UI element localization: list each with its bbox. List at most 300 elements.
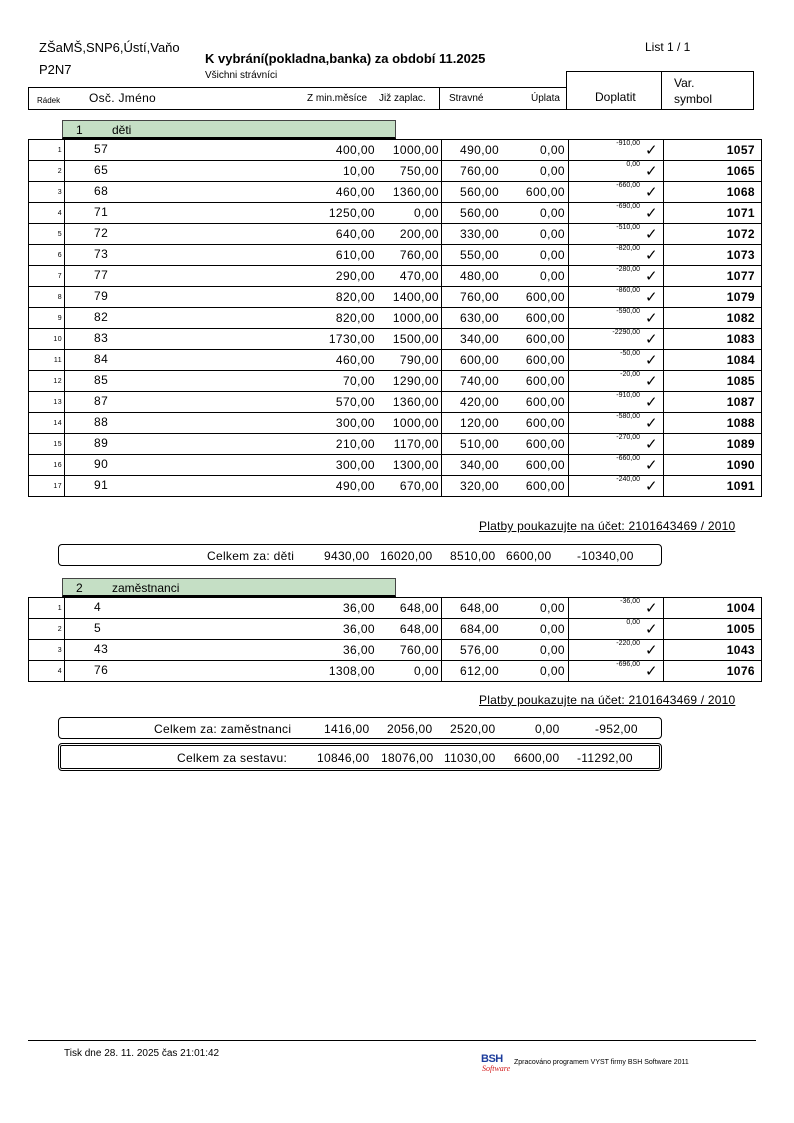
name-cell xyxy=(65,476,442,497)
var-symbol-value: 1071 xyxy=(664,203,762,224)
check-icon: ✓ xyxy=(645,268,658,285)
uplata-value: 0,00 xyxy=(540,206,565,220)
var-symbol-value: 1083 xyxy=(664,329,762,350)
check-icon: ✓ xyxy=(645,621,658,638)
stravne-uplata-cell xyxy=(442,413,569,434)
check-icon: ✓ xyxy=(645,226,658,243)
total-uplata: 6600,00 xyxy=(506,549,552,563)
account-note: Platby poukazujte na účet: 2101643469 / 2010 xyxy=(479,519,736,533)
doplatit-cell xyxy=(569,266,664,287)
var-symbol-value: 1091 xyxy=(664,476,762,497)
column-var-symbol-label-1: Var. xyxy=(674,76,695,90)
stravne-value: 648,00 xyxy=(460,601,500,615)
column-var-symbol xyxy=(661,71,754,110)
stravne-uplata-cell xyxy=(442,434,569,455)
jiz-zaplac-value: 1500,00 xyxy=(392,332,439,346)
z-min-mesice-value: 1730,00 xyxy=(328,332,375,346)
name-cell xyxy=(65,350,442,371)
column-jiz-zaplac: Již zaplac. xyxy=(379,93,426,104)
table-row xyxy=(29,224,762,245)
var-symbol-value: 1057 xyxy=(664,140,762,161)
osc-number: 5 xyxy=(94,621,102,635)
uplata-value: 0,00 xyxy=(540,643,565,657)
processed-by-note: Zpracováno programem VYST firmy BSH Software 2011 xyxy=(514,1059,689,1066)
z-min-mesice-value: 36,00 xyxy=(342,622,375,636)
z-min-mesice-value: 820,00 xyxy=(335,290,375,304)
var-symbol-value: 1087 xyxy=(664,392,762,413)
uplata-value: 0,00 xyxy=(540,227,565,241)
z-min-mesice-value: 460,00 xyxy=(335,353,375,367)
check-icon: ✓ xyxy=(645,600,658,617)
doplatit-value: 0,00 xyxy=(626,161,640,168)
name-cell xyxy=(65,245,442,266)
row-number: 17 xyxy=(29,476,65,497)
grand-total-doplatit: -11292,00 xyxy=(577,751,633,765)
name-cell xyxy=(65,161,442,182)
doplatit-cell xyxy=(569,392,664,413)
total-stravne: 8510,00 xyxy=(450,549,496,563)
doplatit-cell xyxy=(569,434,664,455)
var-symbol-value: 1090 xyxy=(664,455,762,476)
stravne-uplata-cell xyxy=(442,203,569,224)
jiz-zaplac-value: 1400,00 xyxy=(392,290,439,304)
doplatit-value: -240,00 xyxy=(616,476,640,483)
column-uplata: Úplata xyxy=(531,93,560,104)
row-number: 1 xyxy=(29,598,65,619)
stravne-value: 120,00 xyxy=(460,416,500,430)
table-row xyxy=(29,476,762,497)
z-min-mesice-value: 210,00 xyxy=(335,437,375,451)
doplatit-value: -50,00 xyxy=(620,350,640,357)
row-number: 14 xyxy=(29,413,65,434)
check-icon: ✓ xyxy=(645,205,658,222)
doplatit-cell xyxy=(569,476,664,497)
osc-number: 71 xyxy=(94,205,109,219)
osc-number: 65 xyxy=(94,163,109,177)
account-note: Platby poukazujte na účet: 2101643469 / 2010 xyxy=(479,693,736,707)
grand-total-label: Celkem za sestavu: xyxy=(177,751,288,765)
stravne-uplata-cell xyxy=(442,455,569,476)
doplatit-value: -590,00 xyxy=(616,308,640,315)
uplata-value: 0,00 xyxy=(540,143,565,157)
stravne-value: 560,00 xyxy=(460,185,500,199)
uplata-value: 0,00 xyxy=(540,664,565,678)
check-icon: ✓ xyxy=(645,142,658,159)
jiz-zaplac-value: 760,00 xyxy=(399,248,439,262)
jiz-zaplac-value: 1360,00 xyxy=(392,395,439,409)
report-title: K vybrání(pokladna,banka) za období 11.2025 xyxy=(205,51,486,66)
doplatit-value: -510,00 xyxy=(616,224,640,231)
osc-number: 87 xyxy=(94,394,109,408)
group-total-deti xyxy=(58,544,662,566)
uplata-value: 600,00 xyxy=(525,311,565,325)
stravne-value: 630,00 xyxy=(460,311,500,325)
stravne-value: 684,00 xyxy=(460,622,500,636)
table-row xyxy=(29,287,762,308)
group-label: děti xyxy=(112,123,132,137)
row-number: 4 xyxy=(29,203,65,224)
total-label: Celkem za: děti xyxy=(207,549,295,563)
row-number: 11 xyxy=(29,350,65,371)
total-stravne: 2520,00 xyxy=(450,722,496,736)
var-symbol-value: 1077 xyxy=(664,266,762,287)
name-cell xyxy=(65,619,442,640)
stravne-uplata-cell xyxy=(442,161,569,182)
stravne-uplata-cell xyxy=(442,640,569,661)
doplatit-value: -270,00 xyxy=(616,434,640,441)
uplata-value: 0,00 xyxy=(540,164,565,178)
z-min-mesice-value: 290,00 xyxy=(335,269,375,283)
uplata-value: 600,00 xyxy=(525,185,565,199)
row-number: 12 xyxy=(29,371,65,392)
stravne-uplata-cell xyxy=(442,182,569,203)
osc-number: 68 xyxy=(94,184,109,198)
stravne-value: 760,00 xyxy=(460,290,500,304)
var-symbol-value: 1068 xyxy=(664,182,762,203)
var-symbol-value: 1073 xyxy=(664,245,762,266)
check-icon: ✓ xyxy=(645,663,658,680)
grand-total-uplata: 6600,00 xyxy=(514,751,560,765)
jiz-zaplac-value: 1000,00 xyxy=(392,416,439,430)
osc-number: 57 xyxy=(94,142,109,156)
check-icon: ✓ xyxy=(645,163,658,180)
row-number: 16 xyxy=(29,455,65,476)
stravne-value: 320,00 xyxy=(460,479,500,493)
doplatit-value: -2290,00 xyxy=(612,329,640,336)
osc-number: 82 xyxy=(94,310,109,324)
column-var-symbol-label-2: symbol xyxy=(674,92,713,106)
var-symbol-value: 1072 xyxy=(664,224,762,245)
name-cell xyxy=(65,308,442,329)
doplatit-cell xyxy=(569,619,664,640)
doplatit-value: 0,00 xyxy=(626,619,640,626)
osc-number: 73 xyxy=(94,247,109,261)
jiz-zaplac-value: 750,00 xyxy=(399,164,439,178)
var-symbol-value: 1043 xyxy=(664,640,762,661)
group-number: 1 xyxy=(76,123,83,137)
osc-number: 85 xyxy=(94,373,109,387)
jiz-zaplac-value: 1300,00 xyxy=(392,458,439,472)
doplatit-cell xyxy=(569,245,664,266)
table-row xyxy=(29,182,762,203)
table-row xyxy=(29,203,762,224)
osc-number: 88 xyxy=(94,415,109,429)
z-min-mesice-value: 610,00 xyxy=(335,248,375,262)
uplata-value: 600,00 xyxy=(525,458,565,472)
var-symbol-value: 1084 xyxy=(664,350,762,371)
jiz-zaplac-value: 1360,00 xyxy=(392,185,439,199)
doplatit-cell xyxy=(569,140,664,161)
group-header-zamestnanci xyxy=(62,578,396,597)
osc-number: 84 xyxy=(94,352,109,366)
doplatit-value: -36,00 xyxy=(620,598,640,605)
uplata-value: 600,00 xyxy=(525,374,565,388)
name-cell xyxy=(65,434,442,455)
grand-total-z-min-mesice: 10846,00 xyxy=(317,751,370,765)
z-min-mesice-value: 36,00 xyxy=(342,643,375,657)
column-doplatit xyxy=(566,71,662,110)
total-z-min-mesice: 9430,00 xyxy=(324,549,370,563)
table-row xyxy=(29,619,762,640)
uplata-value: 600,00 xyxy=(525,416,565,430)
uplata-value: 0,00 xyxy=(540,269,565,283)
doplatit-cell xyxy=(569,598,664,619)
stravne-uplata-cell xyxy=(442,266,569,287)
check-icon: ✓ xyxy=(645,352,658,369)
stravne-uplata-cell xyxy=(442,140,569,161)
z-min-mesice-value: 820,00 xyxy=(335,311,375,325)
uplata-value: 0,00 xyxy=(540,601,565,615)
stravne-uplata-cell xyxy=(442,371,569,392)
total-uplata: 0,00 xyxy=(535,722,560,736)
z-min-mesice-value: 490,00 xyxy=(335,479,375,493)
table-row xyxy=(29,329,762,350)
check-icon: ✓ xyxy=(645,478,658,495)
osc-number: 43 xyxy=(94,642,109,656)
stravne-uplata-cell xyxy=(442,350,569,371)
name-cell xyxy=(65,371,442,392)
stravne-uplata-cell xyxy=(442,308,569,329)
total-label: Celkem za: zaměstnanci xyxy=(154,722,292,736)
stravne-uplata-cell xyxy=(442,224,569,245)
name-cell xyxy=(65,413,442,434)
z-min-mesice-value: 10,00 xyxy=(342,164,375,178)
doplatit-cell xyxy=(569,661,664,682)
table-row xyxy=(29,245,762,266)
stravne-uplata-cell xyxy=(442,598,569,619)
name-cell xyxy=(65,203,442,224)
osc-number: 76 xyxy=(94,663,109,677)
row-number: 5 xyxy=(29,224,65,245)
check-icon: ✓ xyxy=(645,247,658,264)
row-number: 8 xyxy=(29,287,65,308)
jiz-zaplac-value: 1290,00 xyxy=(392,374,439,388)
doplatit-cell xyxy=(569,182,664,203)
check-icon: ✓ xyxy=(645,457,658,474)
row-number: 6 xyxy=(29,245,65,266)
z-min-mesice-value: 70,00 xyxy=(342,374,375,388)
stravne-value: 740,00 xyxy=(460,374,500,388)
uplata-value: 0,00 xyxy=(540,622,565,636)
column-header-row xyxy=(28,87,567,110)
doplatit-cell xyxy=(569,224,664,245)
table-row xyxy=(29,434,762,455)
group-header-deti xyxy=(62,120,396,139)
osc-number: 83 xyxy=(94,331,109,345)
check-icon: ✓ xyxy=(645,373,658,390)
var-symbol-value: 1065 xyxy=(664,161,762,182)
var-symbol-value: 1088 xyxy=(664,413,762,434)
jiz-zaplac-value: 470,00 xyxy=(399,269,439,283)
column-stravne: Stravné xyxy=(449,93,484,104)
name-cell xyxy=(65,287,442,308)
row-number: 10 xyxy=(29,329,65,350)
check-icon: ✓ xyxy=(645,436,658,453)
stravne-value: 480,00 xyxy=(460,269,500,283)
name-cell xyxy=(65,140,442,161)
stravne-value: 330,00 xyxy=(460,227,500,241)
doplatit-cell xyxy=(569,640,664,661)
table-row xyxy=(29,598,762,619)
stravne-uplata-cell xyxy=(442,287,569,308)
column-doplatit-label: Doplatit xyxy=(595,90,636,104)
jiz-zaplac-value: 648,00 xyxy=(399,601,439,615)
uplata-value: 0,00 xyxy=(540,248,565,262)
total-z-min-mesice: 1416,00 xyxy=(324,722,370,736)
group-table-zamestnanci xyxy=(28,597,762,682)
group-table-deti xyxy=(28,139,762,497)
grand-total xyxy=(58,743,662,771)
doplatit-value: -220,00 xyxy=(616,640,640,647)
name-cell xyxy=(65,266,442,287)
osc-number: 4 xyxy=(94,600,102,614)
footer-divider xyxy=(28,1040,756,1041)
stravne-uplata-cell xyxy=(442,392,569,413)
row-number: 4 xyxy=(29,661,65,682)
name-cell xyxy=(65,661,442,682)
check-icon: ✓ xyxy=(645,642,658,659)
group-total-zamestnanci xyxy=(58,717,662,739)
z-min-mesice-value: 1250,00 xyxy=(328,206,375,220)
doplatit-cell xyxy=(569,413,664,434)
stravne-uplata-cell xyxy=(442,476,569,497)
stravne-uplata-cell xyxy=(442,329,569,350)
doplatit-cell xyxy=(569,329,664,350)
doplatit-value: -20,00 xyxy=(620,371,640,378)
stravne-value: 340,00 xyxy=(460,458,500,472)
row-number: 2 xyxy=(29,619,65,640)
check-icon: ✓ xyxy=(645,289,658,306)
z-min-mesice-value: 640,00 xyxy=(335,227,375,241)
osc-number: 77 xyxy=(94,268,109,282)
row-number: 7 xyxy=(29,266,65,287)
stravne-uplata-cell xyxy=(442,245,569,266)
z-min-mesice-value: 570,00 xyxy=(335,395,375,409)
doplatit-value: -696,00 xyxy=(616,661,640,668)
table-row xyxy=(29,308,762,329)
var-symbol-value: 1076 xyxy=(664,661,762,682)
jiz-zaplac-value: 790,00 xyxy=(399,353,439,367)
check-icon: ✓ xyxy=(645,415,658,432)
z-min-mesice-value: 36,00 xyxy=(342,601,375,615)
doplatit-value: -660,00 xyxy=(616,182,640,189)
uplata-value: 600,00 xyxy=(525,290,565,304)
row-number: 3 xyxy=(29,182,65,203)
stravne-value: 612,00 xyxy=(460,664,500,678)
doplatit-value: -690,00 xyxy=(616,203,640,210)
total-doplatit: -952,00 xyxy=(595,722,638,736)
jiz-zaplac-value: 670,00 xyxy=(399,479,439,493)
osc-number: 72 xyxy=(94,226,109,240)
doplatit-value: -910,00 xyxy=(616,392,640,399)
doplatit-cell xyxy=(569,455,664,476)
name-cell xyxy=(65,392,442,413)
table-row xyxy=(29,392,762,413)
row-number: 2 xyxy=(29,161,65,182)
stravne-value: 560,00 xyxy=(460,206,500,220)
name-cell xyxy=(65,455,442,476)
column-radek: Rádek xyxy=(37,96,61,105)
column-osc-jmeno: Osč. Jméno xyxy=(89,91,157,105)
doplatit-cell xyxy=(569,308,664,329)
stravne-value: 510,00 xyxy=(460,437,500,451)
uplata-value: 600,00 xyxy=(525,395,565,409)
doplatit-cell xyxy=(569,287,664,308)
grand-total-stravne: 11030,00 xyxy=(444,751,496,765)
z-min-mesice-value: 460,00 xyxy=(335,185,375,199)
doplatit-value: -860,00 xyxy=(616,287,640,294)
z-min-mesice-value: 300,00 xyxy=(335,458,375,472)
osc-number: 90 xyxy=(94,457,109,471)
var-symbol-value: 1079 xyxy=(664,287,762,308)
jiz-zaplac-value: 1000,00 xyxy=(392,311,439,325)
page-info: List 1 / 1 xyxy=(645,40,691,54)
doplatit-cell xyxy=(569,203,664,224)
var-symbol-value: 1089 xyxy=(664,434,762,455)
table-row xyxy=(29,640,762,661)
check-icon: ✓ xyxy=(645,331,658,348)
table-row xyxy=(29,350,762,371)
stravne-value: 600,00 xyxy=(460,353,500,367)
osc-number: 91 xyxy=(94,478,109,492)
table-row xyxy=(29,161,762,182)
stravne-uplata-cell xyxy=(442,619,569,640)
check-icon: ✓ xyxy=(645,394,658,411)
group-label: zaměstnanci xyxy=(112,581,180,595)
bsh-logo xyxy=(481,1053,509,1077)
table-row xyxy=(29,661,762,682)
row-number: 3 xyxy=(29,640,65,661)
stravne-value: 550,00 xyxy=(460,248,500,262)
organization-name: ZŠaMŠ,SNP6,Ústí,Vaňo xyxy=(39,40,180,55)
bsh-logo-text: BSH xyxy=(481,1053,503,1065)
row-number: 1 xyxy=(29,140,65,161)
column-divider xyxy=(439,88,440,109)
row-number: 15 xyxy=(29,434,65,455)
doplatit-cell xyxy=(569,371,664,392)
total-jiz-zaplac: 2056,00 xyxy=(387,722,433,736)
row-number: 9 xyxy=(29,308,65,329)
jiz-zaplac-value: 1170,00 xyxy=(393,437,439,451)
var-symbol-value: 1005 xyxy=(664,619,762,640)
row-number: 13 xyxy=(29,392,65,413)
doplatit-value: -660,00 xyxy=(616,455,640,462)
stravne-value: 420,00 xyxy=(460,395,500,409)
uplata-value: 600,00 xyxy=(525,479,565,493)
jiz-zaplac-value: 0,00 xyxy=(414,206,439,220)
jiz-zaplac-value: 648,00 xyxy=(399,622,439,636)
osc-number: 89 xyxy=(94,436,109,450)
var-symbol-value: 1004 xyxy=(664,598,762,619)
check-icon: ✓ xyxy=(645,184,658,201)
total-jiz-zaplac: 16020,00 xyxy=(380,549,433,563)
uplata-value: 600,00 xyxy=(525,332,565,346)
table-row xyxy=(29,140,762,161)
report-subtitle: Všichni strávníci xyxy=(205,70,278,81)
total-doplatit: -10340,00 xyxy=(577,549,634,563)
uplata-value: 600,00 xyxy=(525,353,565,367)
name-cell xyxy=(65,640,442,661)
doplatit-cell xyxy=(569,161,664,182)
osc-number: 79 xyxy=(94,289,109,303)
name-cell xyxy=(65,598,442,619)
jiz-zaplac-value: 0,00 xyxy=(414,664,439,678)
doplatit-value: -280,00 xyxy=(616,266,640,273)
var-symbol-value: 1082 xyxy=(664,308,762,329)
z-min-mesice-value: 400,00 xyxy=(335,143,375,157)
name-cell xyxy=(65,182,442,203)
var-symbol-value: 1085 xyxy=(664,371,762,392)
